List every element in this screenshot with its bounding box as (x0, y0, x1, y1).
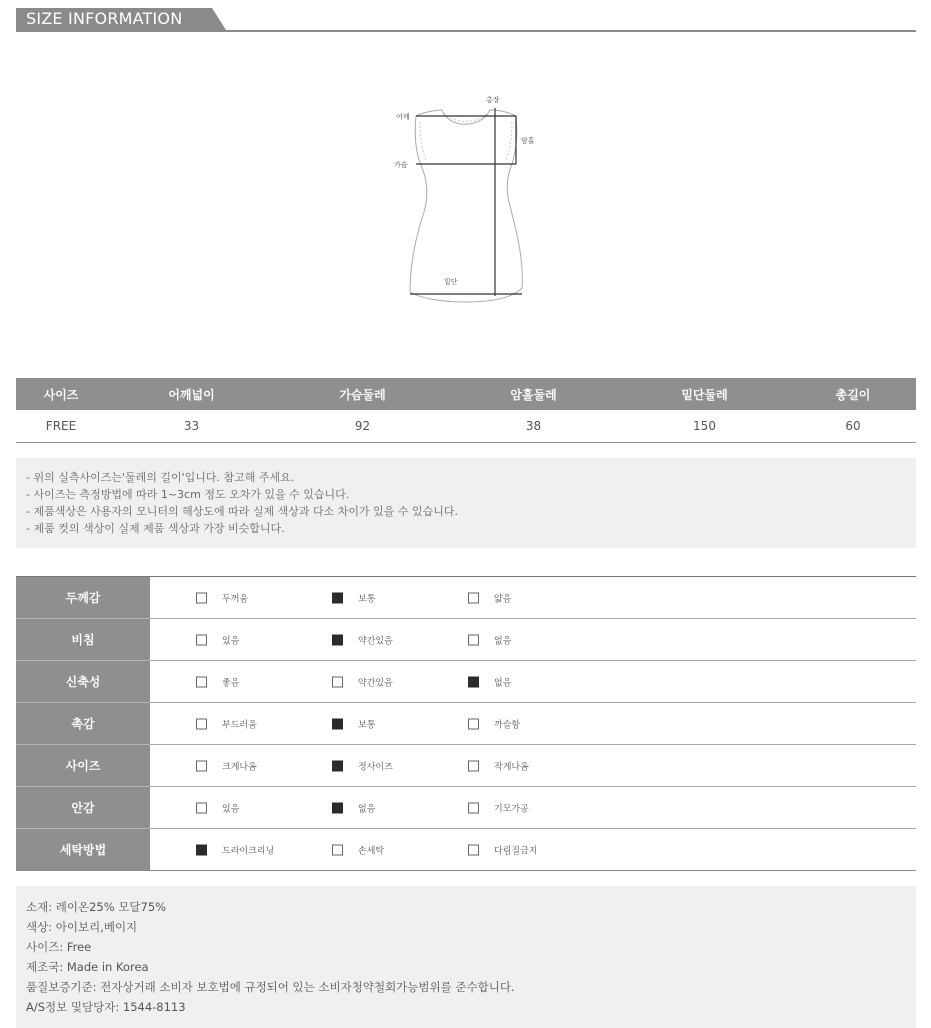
property-option (332, 675, 393, 688)
unchecked-box-icon (196, 718, 207, 729)
diagram-label-armhole: 암홀 (521, 137, 535, 145)
property-option-label: 없음 (494, 678, 512, 688)
garment-size-diagram (380, 88, 550, 320)
property-option (196, 843, 274, 856)
checked-box-icon (332, 760, 343, 771)
diagram-label-length: 총장 (486, 96, 500, 104)
dress-illustration (380, 88, 550, 320)
size-col-header: 사이즈 (16, 378, 106, 410)
property-options (150, 619, 916, 661)
property-option-label: 약간있음 (358, 678, 393, 688)
info-material: 소재: 레이온25% 모달75% (26, 900, 167, 914)
property-option-label: 있음 (222, 804, 240, 814)
property-option-label: 크게나옴 (222, 762, 257, 772)
property-label: 사이즈 (16, 745, 150, 787)
info-origin: 제조국: Made in Korea (26, 960, 149, 974)
property-option-label: 좋음 (222, 678, 240, 688)
property-option-label: 정사이즈 (358, 762, 393, 772)
size-col-header: 가슴둘레 (277, 378, 448, 410)
property-option (468, 717, 520, 730)
unchecked-box-icon (468, 592, 479, 603)
property-option-label: 약간있음 (358, 636, 393, 646)
property-options (150, 661, 916, 703)
unchecked-box-icon (332, 844, 343, 855)
property-option (332, 633, 393, 646)
property-option (468, 843, 537, 856)
table-row (16, 410, 916, 443)
property-option (468, 759, 529, 772)
property-option-label: 손세탁 (358, 846, 385, 856)
info-as-contact: A/S정보 및담당자: 1544-8113 (26, 1000, 186, 1014)
size-cell: 33 (106, 410, 277, 443)
info-quality: 품질보증기준: 전자상거래 소비자 보호법에 규정되어 있는 소비자청약철회가능범위를 준수합니다. (26, 980, 515, 994)
diagram-label-hem: 밑단 (444, 278, 458, 286)
property-option (196, 801, 239, 814)
unchecked-box-icon (468, 802, 479, 813)
property-option (196, 717, 257, 730)
size-cell: 38 (448, 410, 619, 443)
unchecked-box-icon (468, 718, 479, 729)
property-row (16, 745, 916, 787)
property-option (468, 633, 511, 646)
property-option (468, 801, 529, 814)
property-option-label: 기모가공 (494, 804, 529, 814)
unchecked-box-icon (196, 634, 207, 645)
property-row (16, 661, 916, 703)
checked-box-icon (468, 676, 479, 687)
size-table (16, 378, 916, 443)
product-info (16, 886, 916, 1028)
unchecked-box-icon (196, 760, 207, 771)
size-cell: 92 (277, 410, 448, 443)
property-option (468, 675, 511, 688)
measurement-notes (16, 458, 916, 548)
property-option (196, 675, 239, 688)
property-option-label: 보통 (358, 720, 376, 730)
fabric-property-table (16, 576, 916, 871)
property-option (332, 843, 384, 856)
note-line: - 제품색상은 사용자의 모니터의 해상도에 따라 실제 색상과 다소 차이가 있을 수 있습니다. (26, 505, 458, 518)
property-option-label: 드라이크리닝 (222, 846, 275, 856)
size-col-header: 암홀둘레 (448, 378, 619, 410)
property-option (332, 759, 393, 772)
property-row (16, 829, 916, 871)
property-option-label: 다림질금지 (494, 846, 538, 856)
property-option-label: 작게나옴 (494, 762, 529, 772)
property-option-label: 있음 (222, 636, 240, 646)
diagram-label-chest: 가슴 (394, 161, 408, 169)
property-label: 비침 (16, 619, 150, 661)
property-option (332, 717, 375, 730)
checked-box-icon (196, 844, 207, 855)
unchecked-box-icon (468, 760, 479, 771)
property-row (16, 787, 916, 829)
info-size: 사이즈: Free (26, 940, 92, 954)
checked-box-icon (332, 634, 343, 645)
size-col-header: 총길이 (790, 378, 916, 410)
property-row (16, 703, 916, 745)
size-col-header: 밑단둘레 (619, 378, 790, 410)
checked-box-icon (332, 592, 343, 603)
section-header (16, 8, 916, 32)
size-cell: 60 (790, 410, 916, 443)
size-col-header: 어깨넓이 (106, 378, 277, 410)
property-option (468, 591, 511, 604)
unchecked-box-icon (196, 676, 207, 687)
section-title: SIZE INFORMATION (16, 8, 212, 30)
property-options (150, 829, 916, 871)
unchecked-box-icon (332, 676, 343, 687)
size-table-header-row (16, 378, 916, 410)
property-options (150, 577, 916, 619)
unchecked-box-icon (196, 592, 207, 603)
property-option (196, 759, 257, 772)
property-label: 신축성 (16, 661, 150, 703)
property-options (150, 745, 916, 787)
diagram-label-shoulder: 어깨 (396, 113, 410, 121)
property-option (332, 591, 375, 604)
property-row (16, 577, 916, 619)
checked-box-icon (332, 802, 343, 813)
property-label: 두께감 (16, 577, 150, 619)
property-option (196, 591, 248, 604)
property-row (16, 619, 916, 661)
property-option-label: 없음 (494, 636, 512, 646)
property-option-label: 두꺼움 (222, 594, 249, 604)
property-option-label: 얇음 (494, 594, 512, 604)
size-cell: 150 (619, 410, 790, 443)
property-option-label: 보통 (358, 594, 376, 604)
unchecked-box-icon (468, 844, 479, 855)
property-label: 안감 (16, 787, 150, 829)
property-options (150, 703, 916, 745)
property-option-label: 부드러움 (222, 720, 257, 730)
property-option-label: 까슬함 (494, 720, 521, 730)
size-cell: FREE (16, 410, 106, 443)
unchecked-box-icon (196, 802, 207, 813)
property-options (150, 787, 916, 829)
property-label: 세탁방법 (16, 829, 150, 871)
property-label: 촉감 (16, 703, 150, 745)
property-option (332, 801, 375, 814)
checked-box-icon (332, 718, 343, 729)
property-option-label: 없음 (358, 804, 376, 814)
property-option (196, 633, 239, 646)
note-line: - 사이즈는 측정방법에 따라 1~3cm 정도 오차가 있을 수 있습니다. (26, 488, 350, 501)
info-color: 색상: 아이보리,베이지 (26, 920, 138, 934)
note-line: - 위의 실측사이즈는'둘레의 길이'입니다. 참고해 주세요. (26, 471, 295, 484)
unchecked-box-icon (468, 634, 479, 645)
note-line: - 제품 컷의 색상이 실제 제품 색상과 가장 비슷합니다. (26, 522, 285, 535)
